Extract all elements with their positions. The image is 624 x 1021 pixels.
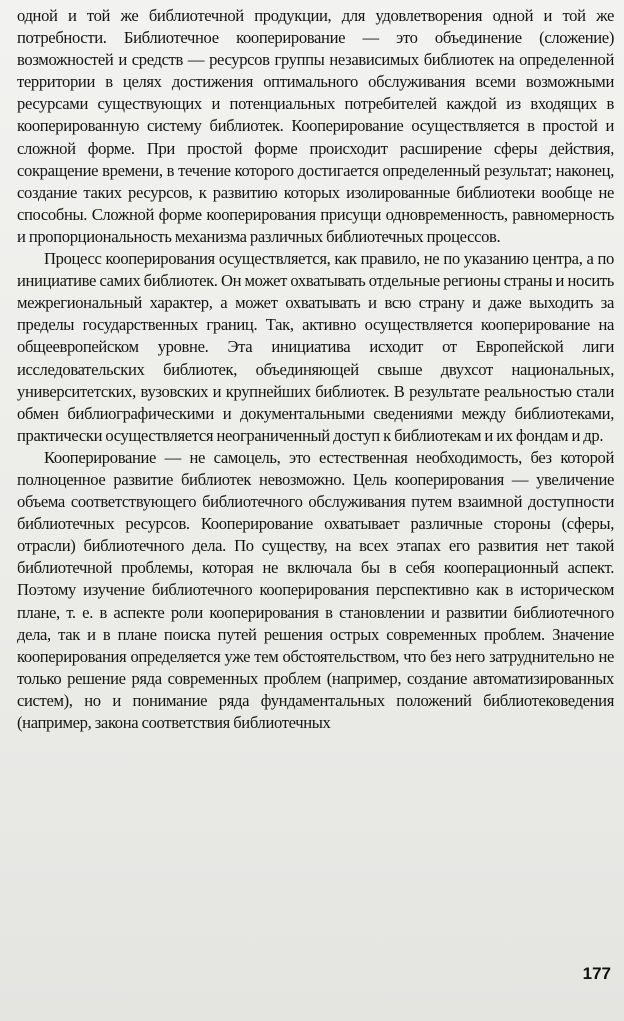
paragraph-3: Кооперирование — не самоцель, это естественная необходимость, без которой полноценное развитие библиотек невозможно. Цель кооперирования — увеличение объема соответствующего библиотечного обслуживания путем взаимной доступности библиотечных ресурсов. Кооперирование охватывает различные стороны (сферы, отрасли) библиотечного дела. По существу, на всех этапах его развития нет такой библиотечной проблемы, которая не включала бы в себя кооперационный аспект. Поэтому изучение библиотечного кооперирования перспективно как в историческом плане, т. е. в аспекте роли кооперирования в становлении и развитии библиотечного дела, так и в плане поиска путей решения острых современных проблем. Значение кооперирования определяется уже тем обстоятельством, что без него затруднительно не только решение ряда современных проблем (например, создание автоматизированных систем), но и понимание ряда фундаментальных положений библиотековедения (например, закона соответствия библиотечных [17, 447, 614, 732]
paragraph-2: Процесс кооперирования осуществляется, как правило, не по указанию центра, а по инициативе самих библиотек. Он может охватывать отдельные регионы страны и носить межрегиональный характер, а может охватывать и всю страну и даже выходить за пределы государственных границ. Так, активно осуществляется кооперирование на общеевропейском уровне. Эта инициатива исходит от Европейской лиги исследовательских библиотек, объединяющей свыше двухсот национальных, университетских, вузовских и крупнейших библиотек. В результате реальностью стали обмен библиографическими и документальными сведениями между библиотеками, практически осуществляется неограниченный доступ к библиотекам и их фондам и др. [17, 249, 614, 445]
paragraph-1: одной и той же библиотечной продукции, для удовлетворения одной и той же потребности. Библиотечное кооперирование — это объединение (сложение) возможностей и средств — ресурсов группы независимых библиотек на определенной территории в целях достижения оптимального обслуживания всеми возможными ресурсами существующих и потенциальных потребителей каждой из входящих в кооперированную систему библиотек. Кооперирование осуществляется в простой и сложной форме. При простой форме происходит расширение сферы действия, сокращение времени, в течение которого достигается определенный результат; наконец, создание таких ресурсов, к развитию которых изолированные библиотеки вообще не способны. Сложной форме кооперирования присущи одновременность, равномерность и пропорциональность механизма различных библиотечных процессов. [17, 6, 614, 246]
page-number: 177 [582, 964, 611, 983]
